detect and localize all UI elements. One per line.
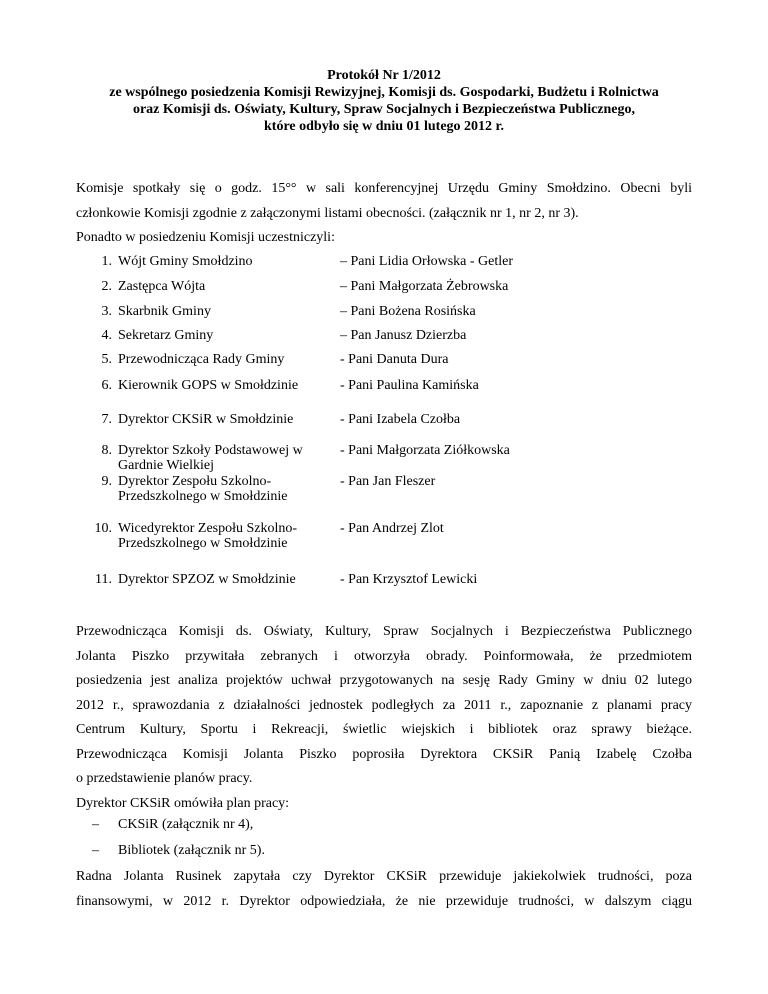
item-role: Przewodnicząca Rady Gminy	[118, 352, 285, 367]
item-number: 4.	[101, 328, 112, 343]
item-person: - Pani Małgorzata Ziółkowska	[340, 443, 510, 458]
question-paragraph	[76, 865, 692, 914]
text-line: Przewodnicząca Komisji Jolanta Piszko poprosiła Dyrektora CKSiR Panią Izabelę Czołba	[76, 746, 692, 762]
text-line: Radna Jolanta Rusinek zapytała czy Dyrektor CKSiR przewiduje jakiekolwiek trudności, poza	[76, 869, 692, 884]
opening-paragraph	[76, 620, 692, 816]
intro-paragraph	[76, 177, 692, 251]
dash-bullet: –	[92, 817, 99, 832]
item-role: Skarbnik Gminy	[118, 304, 211, 319]
text-line: posiedzenia jest analiza projektów uchwał przygotowanych na sesję Rady Gminy w dniu 02 lutego	[76, 673, 692, 688]
item-person: – Pan Janusz Dzierzba	[340, 328, 467, 343]
text-line: Komisje spotkały się o godz. 15°° w sali konferencyjnej Urzędu Gminy Smołdzino. Obecni byli	[76, 181, 692, 196]
item-number: 1.	[101, 254, 112, 269]
item-role: Wójt Gminy Smołdzino	[118, 254, 253, 269]
text-line: Jolanta Piszko przywitała zebranych i otworzyła obrady. Poinformowała, że przedmiotem	[76, 648, 692, 664]
item-number: 10.	[94, 521, 112, 536]
document-title	[40, 67, 728, 135]
item-number: 9.	[101, 474, 112, 489]
item-person: – Pani Małgorzata Żebrowska	[340, 279, 509, 294]
item-person: – Pani Bożena Rosińska	[340, 304, 476, 319]
item-role: Wicedyrektor Zespołu Szkolno-Przedszkolnego w Smołdzinie	[118, 521, 298, 551]
item-number: 5.	[101, 352, 112, 367]
item-person: - Pani Izabela Czołba	[340, 412, 461, 427]
item-person: - Pan Jan Fleszer	[340, 474, 436, 489]
text-line: o przedstawienie planów pracy.	[76, 771, 253, 786]
text-line: Ponadto w posiedzeniu Komisji uczestniczyli:	[76, 230, 335, 245]
dash-bullet: –	[92, 843, 99, 858]
item-number: 6.	[101, 378, 112, 393]
dash-item-text: CKSiR (załącznik nr 4),	[118, 817, 254, 832]
item-number: 7.	[101, 412, 112, 427]
item-role: Dyrektor Zespołu Szkolno-Przedszkolnego w Smołdzinie	[118, 474, 288, 504]
item-role: Dyrektor Szkoły Podstawowej w Gardnie Wielkiej	[118, 443, 303, 473]
item-number: 3.	[101, 304, 112, 319]
item-role: Dyrektor SPZOZ w Smołdzinie	[118, 572, 296, 587]
item-role: Zastępca Wójta	[118, 279, 206, 294]
item-person: - Pani Danuta Dura	[340, 352, 449, 367]
title-line: oraz Komisji ds. Oświaty, Kultury, Spraw Socjalnych i Bezpieczeństwa Publicznego,	[132, 102, 636, 117]
text-line: Dyrektor CKSiR omówiła plan pracy:	[76, 795, 290, 811]
item-person: - Pani Paulina Kamińska	[340, 378, 479, 393]
text-line: finansowymi, w 2012 r. Dyrektor odpowiedziała, że nie przewiduje trudności, w dalszym ciągu	[76, 893, 692, 909]
item-person: – Pani Lidia Orłowska - Getler	[340, 254, 514, 269]
text-line: Przewodnicząca Komisji ds. Oświaty, Kultury, Spraw Socjalnych i Bezpieczeństwa Publicznego	[76, 624, 692, 639]
text-line: członkowie Komisji zgodnie z załączonymi listami obecności. (załącznik nr 1, nr 2, nr 3).	[76, 205, 579, 221]
item-number: 11.	[95, 572, 112, 587]
item-role: Kierownik GOPS w Smołdzinie	[118, 378, 299, 393]
item-person: - Pan Krzysztof Lewicki	[340, 572, 478, 587]
title-line: ze wspólnego posiedzenia Komisji Rewizyjnej, Komisji ds. Gospodarki, Budżetu i Rolnictwa	[109, 85, 659, 100]
item-number: 2.	[101, 279, 112, 294]
item-number: 8.	[101, 443, 112, 458]
title-line: Protokół Nr 1/2012	[327, 68, 441, 83]
item-person: - Pan Andrzej Zlot	[340, 521, 444, 536]
item-role: Sekretarz Gminy	[118, 328, 214, 343]
item-role: Dyrektor CKSiR w Smołdzinie	[118, 412, 294, 427]
title-line: które odbyło się w dniu 01 lutego 2012 r.	[264, 119, 504, 134]
text-line: 2012 r., sprawozdania z działalności jednostek podległych za 2011 r., zapoznanie z planami pracy	[76, 697, 692, 713]
text-line: Centrum Kultury, Sportu i Rekreacji, świetlic wiejskich i bibliotek oraz sprawy bieżące.	[76, 722, 692, 737]
dash-item-text: Bibliotek (załącznik nr 5).	[118, 843, 265, 858]
